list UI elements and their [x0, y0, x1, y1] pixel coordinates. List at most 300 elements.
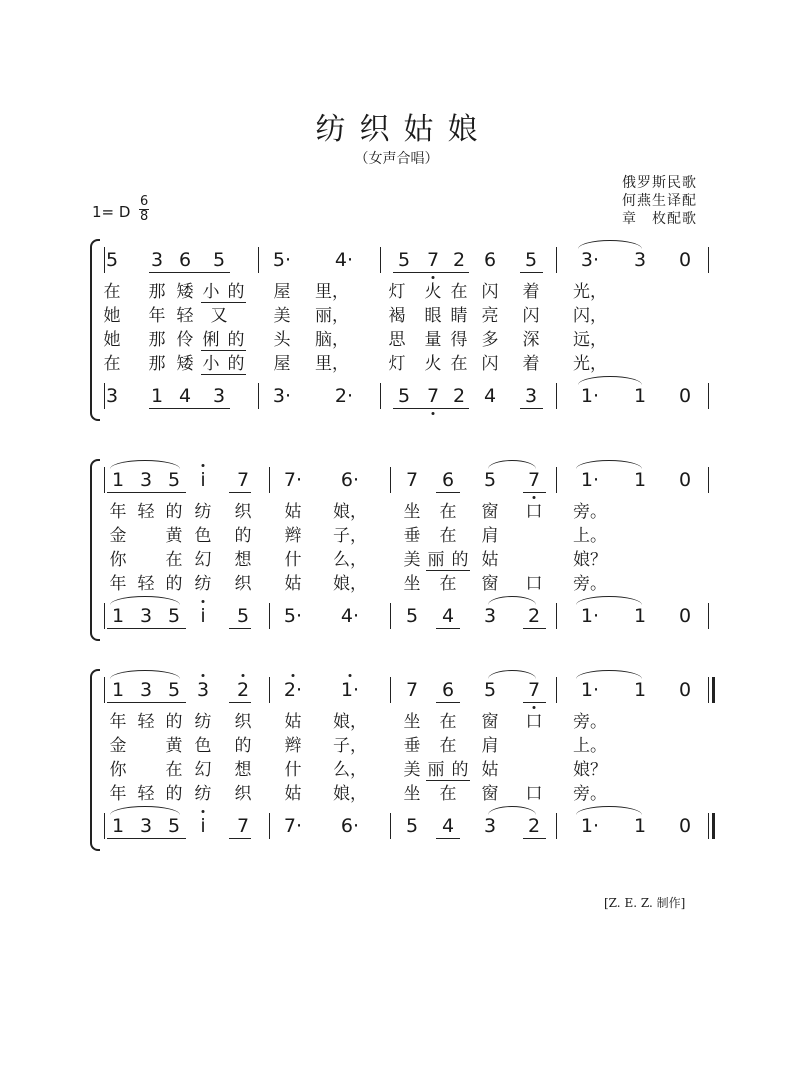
upper-note: 5	[167, 679, 181, 701]
bar-line	[708, 467, 709, 493]
lyric-char: 里，	[315, 282, 349, 302]
beam-line	[107, 702, 186, 703]
tie-arc	[488, 806, 536, 815]
lower-note: 4	[483, 385, 497, 407]
lyric-char: 坐	[403, 502, 421, 522]
low-octave-dot	[432, 412, 435, 415]
lyric-char: 褐	[388, 306, 406, 326]
lower-note: 2	[527, 815, 541, 837]
lower-note: i	[200, 815, 206, 837]
lyric-char: 在	[439, 574, 457, 594]
start-bar-line	[104, 247, 105, 273]
lyric-char: 思	[388, 330, 406, 350]
lyric-underline	[201, 374, 246, 375]
lyric-char: 色	[194, 526, 212, 546]
lyric-char: 远，	[573, 330, 607, 350]
lyric-char: 在	[165, 760, 183, 780]
lyric-char: 幻	[194, 550, 212, 570]
upper-note: 7	[405, 469, 419, 491]
lyric-char: 轻	[137, 784, 155, 804]
staff-brace	[90, 459, 100, 641]
lyric-char: 闪	[481, 282, 499, 302]
time-denominator: 8	[140, 209, 149, 224]
lyric-char: 的	[165, 574, 183, 594]
lyric-char: 的	[165, 784, 183, 804]
lyric-char: 织	[234, 784, 252, 804]
upper-note: 1	[633, 679, 647, 701]
lyric-char: 幻	[194, 760, 212, 780]
lyric-char: 娘，	[333, 574, 367, 594]
lower-note: 1	[633, 605, 647, 627]
lower-note: 5	[236, 605, 250, 627]
lyric-char: 辫	[284, 736, 302, 756]
beam-line	[229, 628, 251, 629]
bar-line	[269, 603, 270, 629]
lyric-char: 纺	[194, 574, 212, 594]
tie-arc	[110, 460, 180, 469]
upper-note: 7	[426, 249, 440, 271]
lyric-char: 在	[439, 712, 457, 732]
lyric-char: 口	[525, 574, 543, 594]
staff-brace	[90, 239, 100, 421]
beam-line	[149, 408, 230, 409]
final-bar-line	[712, 677, 715, 703]
lyric-char: 子，	[333, 526, 367, 546]
lyric-char: 在	[103, 354, 121, 374]
song-subtitle: （女声合唱）	[354, 151, 439, 167]
beam-line	[229, 492, 251, 493]
bar-line	[708, 677, 709, 703]
lyric-char: 量	[424, 330, 442, 350]
lower-note: 7·	[283, 815, 303, 837]
song-title: 纺织姑娘	[315, 112, 492, 147]
lyric-char: 的	[227, 330, 245, 350]
lyric-char: 窗	[481, 712, 499, 732]
lyric-char: 的	[234, 736, 252, 756]
tie-arc	[488, 596, 536, 605]
lyric-char: 矮	[176, 282, 194, 302]
start-bar-line	[104, 677, 105, 703]
bar-line	[269, 677, 270, 703]
lyric-char: 姑	[481, 760, 499, 780]
lyric-char: 旁。	[573, 574, 607, 594]
upper-note: 1·	[580, 469, 600, 491]
lyric-char: 娘，	[333, 502, 367, 522]
lyric-char: 辫	[284, 526, 302, 546]
upper-note: 1	[633, 469, 647, 491]
credit-arrangement: 章 枚配歌	[622, 211, 697, 227]
lyric-char: 姑	[284, 712, 302, 732]
lyric-char: 屋	[273, 282, 291, 302]
tie-arc	[576, 460, 642, 469]
lower-note: 5	[167, 605, 181, 627]
bar-line	[556, 677, 557, 703]
lyric-char: 旁。	[573, 712, 607, 732]
lyric-char: 火	[424, 282, 442, 302]
upper-note: 3	[633, 249, 647, 271]
lyric-char: 亮	[481, 306, 499, 326]
beam-line	[520, 408, 543, 409]
lyric-char: 屋	[273, 354, 291, 374]
lyric-char: 娘，	[333, 784, 367, 804]
bar-line	[390, 813, 391, 839]
bar-line	[556, 603, 557, 629]
lyric-char: 你	[109, 550, 127, 570]
upper-note: i	[200, 469, 206, 491]
lyric-char: 那	[148, 282, 166, 302]
high-octave-dot	[242, 674, 245, 677]
lyric-char: 光，	[573, 354, 607, 374]
lyric-char: 的	[165, 712, 183, 732]
lyric-char: 纺	[194, 784, 212, 804]
lyric-char: 她	[103, 330, 121, 350]
lower-note: 2·	[334, 385, 354, 407]
lower-note: 3	[139, 815, 153, 837]
start-bar-line	[104, 467, 105, 493]
lyric-char: 金	[109, 526, 127, 546]
lyric-char: 垂	[403, 736, 421, 756]
lower-note: 1·	[580, 605, 600, 627]
lyric-char: 肩	[481, 736, 499, 756]
lower-note: 5	[405, 605, 419, 627]
lyric-char: 窗	[481, 784, 499, 804]
lower-note: 4·	[340, 605, 360, 627]
upper-note: 7·	[283, 469, 303, 491]
lyric-char: 的	[451, 760, 469, 780]
low-octave-dot	[533, 706, 536, 709]
lyric-char: 年	[148, 306, 166, 326]
lyric-char: 脑，	[315, 330, 349, 350]
lyric-char: 深	[522, 330, 540, 350]
high-octave-dot	[202, 674, 205, 677]
lower-note: 5	[405, 815, 419, 837]
lyric-char: 灯	[388, 282, 406, 302]
lyric-char: 姑	[284, 784, 302, 804]
upper-note: 1	[111, 679, 125, 701]
start-bar-line	[104, 813, 105, 839]
lyric-char: 的	[227, 354, 245, 374]
lower-note: 3	[483, 815, 497, 837]
lower-note: 4	[441, 815, 455, 837]
lyric-char: 织	[234, 574, 252, 594]
upper-note: 3	[139, 679, 153, 701]
upper-note: 5	[483, 679, 497, 701]
start-bar-line	[104, 603, 105, 629]
lyric-char: 你	[109, 760, 127, 780]
bar-line	[556, 247, 557, 273]
lower-note: 4	[178, 385, 192, 407]
lyric-char: 小	[202, 354, 220, 374]
beam-line	[149, 272, 230, 273]
upper-note: 7	[527, 679, 541, 701]
bar-line	[390, 677, 391, 703]
upper-note: 0	[678, 469, 692, 491]
high-octave-dot	[202, 810, 205, 813]
lower-note: 6·	[340, 815, 360, 837]
lyric-char: 着	[522, 282, 540, 302]
beam-line	[523, 838, 546, 839]
lyric-char: 又	[210, 306, 228, 326]
lower-note: 1	[111, 815, 125, 837]
low-octave-dot	[533, 496, 536, 499]
time-signature	[139, 195, 149, 224]
upper-note: 0	[678, 249, 692, 271]
lyric-char: 轻	[137, 712, 155, 732]
high-octave-dot	[202, 600, 205, 603]
lower-note: 7	[236, 815, 250, 837]
lyric-char: 想	[234, 550, 252, 570]
lower-note: 5·	[283, 605, 303, 627]
upper-note: 0	[678, 679, 692, 701]
start-bar-line	[104, 383, 105, 409]
lyric-char: 上。	[573, 526, 607, 546]
credit-origin: 俄罗斯民歌	[622, 175, 697, 191]
lyric-char: 那	[148, 330, 166, 350]
lyric-char: 小	[202, 282, 220, 302]
bar-line	[380, 247, 381, 273]
beam-line	[436, 702, 460, 703]
lower-note: 3	[524, 385, 538, 407]
beam-line	[393, 408, 469, 409]
lyric-char: 那	[148, 354, 166, 374]
staff-brace	[90, 669, 100, 851]
lyric-char: 在	[450, 282, 468, 302]
bar-line	[258, 247, 259, 273]
final-bar-line	[712, 813, 715, 839]
tie-arc	[578, 376, 642, 385]
lower-note: 1·	[580, 815, 600, 837]
lyric-char: 姑	[284, 574, 302, 594]
lyric-char: 金	[109, 736, 127, 756]
upper-note: 1·	[340, 679, 360, 701]
lower-note: 3	[483, 605, 497, 627]
lyric-char: 俐	[202, 330, 220, 350]
lyric-underline	[426, 570, 470, 571]
lyric-char: 口	[525, 502, 543, 522]
lyric-char: 织	[234, 712, 252, 732]
tie-arc	[488, 460, 536, 469]
lyric-char: 年	[109, 502, 127, 522]
lyric-char: 美	[273, 306, 291, 326]
bar-line	[556, 813, 557, 839]
lyric-char: 什	[284, 550, 302, 570]
lyric-char: 窗	[481, 502, 499, 522]
lyric-char: 上。	[573, 736, 607, 756]
upper-note: 5	[524, 249, 538, 271]
lyric-char: 睛	[450, 306, 468, 326]
upper-note: 3	[150, 249, 164, 271]
lower-note: 1	[150, 385, 164, 407]
lyric-char: 旁。	[573, 784, 607, 804]
upper-note: 5	[397, 249, 411, 271]
lyric-char: 轻	[137, 502, 155, 522]
lyric-char: 轻	[176, 306, 194, 326]
upper-note: 5	[167, 469, 181, 491]
lyric-underline	[201, 302, 246, 303]
beam-line	[107, 838, 186, 839]
upper-note: 2	[236, 679, 250, 701]
upper-note: 7	[405, 679, 419, 701]
lyric-char: 坐	[403, 712, 421, 732]
high-octave-dot	[349, 674, 352, 677]
lower-note: 0	[678, 385, 692, 407]
lyric-char: 得	[450, 330, 468, 350]
upper-note: 6	[441, 679, 455, 701]
lyric-char: 火	[424, 354, 442, 374]
lyric-char: 织	[234, 502, 252, 522]
high-octave-dot	[202, 464, 205, 467]
lower-note: 4	[441, 605, 455, 627]
lyric-char: 在	[439, 784, 457, 804]
upper-note: 1	[111, 469, 125, 491]
beam-line	[520, 272, 543, 273]
upper-note: 3	[196, 679, 210, 701]
beam-line	[393, 272, 469, 273]
lower-note: 2	[527, 605, 541, 627]
tie-arc	[578, 240, 642, 249]
lyric-underline	[201, 350, 246, 351]
bar-line	[269, 813, 270, 839]
lower-note: 3	[105, 385, 119, 407]
lower-note: 7	[426, 385, 440, 407]
lyric-char: 口	[525, 784, 543, 804]
credit-translation: 何燕生译配	[622, 193, 697, 209]
lyric-char: 矮	[176, 354, 194, 374]
lower-note: 1	[111, 605, 125, 627]
lyric-char: 的	[234, 526, 252, 546]
lower-note: 3	[212, 385, 226, 407]
beam-line	[523, 628, 546, 629]
upper-note: 6	[178, 249, 192, 271]
lyric-char: 娘？	[573, 550, 607, 570]
beam-line	[229, 838, 251, 839]
lyric-char: 子，	[333, 736, 367, 756]
lyric-char: 闪	[481, 354, 499, 374]
lyric-char: 坐	[403, 574, 421, 594]
tie-arc	[576, 596, 642, 605]
upper-note: 2	[452, 249, 466, 271]
bar-line	[258, 383, 259, 409]
bar-line	[708, 383, 709, 409]
upper-note: 7	[236, 469, 250, 491]
upper-note: 2·	[283, 679, 303, 701]
bar-line	[556, 467, 557, 493]
lyric-char: 年	[109, 712, 127, 732]
lyric-underline	[426, 780, 470, 781]
lyric-char: 里，	[315, 354, 349, 374]
tie-arc	[576, 670, 642, 679]
upper-note: 3	[139, 469, 153, 491]
upper-note: 4·	[334, 249, 354, 271]
beam-line	[436, 492, 460, 493]
bar-line	[269, 467, 270, 493]
lyric-char: 年	[109, 574, 127, 594]
lyric-char: 光，	[573, 282, 607, 302]
lyric-char: 纺	[194, 712, 212, 732]
key-signature: 1= D	[92, 203, 131, 221]
bar-line	[390, 467, 391, 493]
bar-line	[380, 383, 381, 409]
lyric-char: 的	[165, 502, 183, 522]
lyric-char: 闪	[522, 306, 540, 326]
beam-line	[436, 838, 460, 839]
lyric-char: 轻	[137, 574, 155, 594]
tie-arc	[488, 670, 536, 679]
lyric-char: 娘，	[333, 712, 367, 732]
tie-arc	[110, 806, 180, 815]
lyric-char: 色	[194, 736, 212, 756]
tie-arc	[110, 596, 180, 605]
upper-note: 3·	[580, 249, 600, 271]
upper-note: 7	[527, 469, 541, 491]
upper-note: 6	[483, 249, 497, 271]
lyric-char: 想	[234, 760, 252, 780]
lower-note: 1·	[580, 385, 600, 407]
lyric-char: 在	[439, 526, 457, 546]
lyric-char: 在	[165, 550, 183, 570]
upper-note: 6·	[340, 469, 360, 491]
lyric-char: 多	[481, 330, 499, 350]
beam-line	[107, 628, 186, 629]
lyric-char: 头	[273, 330, 291, 350]
lyric-char: 姑	[284, 502, 302, 522]
beam-line	[436, 628, 460, 629]
lyric-char: 么，	[333, 550, 367, 570]
lyric-char: 伶	[176, 330, 194, 350]
upper-note: 5	[483, 469, 497, 491]
footer-mark: [Z. E. Z. 制作]	[604, 896, 686, 910]
bar-line	[556, 383, 557, 409]
lyric-char: 着	[522, 354, 540, 374]
lyric-char: 丽	[427, 550, 445, 570]
upper-note: 5	[105, 249, 119, 271]
lyric-char: 在	[450, 354, 468, 374]
tie-arc	[576, 806, 642, 815]
lyric-char: 美	[403, 550, 421, 570]
lower-note: 0	[678, 815, 692, 837]
lower-note: 2	[452, 385, 466, 407]
lyric-char: 旁。	[573, 502, 607, 522]
lyric-char: 美	[403, 760, 421, 780]
beam-line	[523, 702, 546, 703]
lyric-char: 黄	[165, 736, 183, 756]
lyric-char: 的	[227, 282, 245, 302]
low-octave-dot	[432, 276, 435, 279]
lower-note: 1	[633, 385, 647, 407]
lyric-char: 姑	[481, 550, 499, 570]
lower-note: 3	[139, 605, 153, 627]
lyric-char: 肩	[481, 526, 499, 546]
lyric-char: 闪，	[573, 306, 607, 326]
lyric-char: 丽	[427, 760, 445, 780]
upper-note: 5	[212, 249, 226, 271]
bar-line	[708, 813, 709, 839]
lower-note: 5	[397, 385, 411, 407]
lower-note: 1	[633, 815, 647, 837]
upper-note: 1·	[580, 679, 600, 701]
lyric-char: 坐	[403, 784, 421, 804]
lower-note: i	[200, 605, 206, 627]
beam-line	[523, 492, 546, 493]
time-numerator: 6	[140, 194, 149, 209]
beam-line	[107, 492, 186, 493]
lyric-char: 在	[103, 282, 121, 302]
high-octave-dot	[292, 674, 295, 677]
lyric-char: 她	[103, 306, 121, 326]
upper-note: 5·	[272, 249, 292, 271]
lyric-char: 丽，	[315, 306, 349, 326]
tie-arc	[110, 670, 180, 679]
